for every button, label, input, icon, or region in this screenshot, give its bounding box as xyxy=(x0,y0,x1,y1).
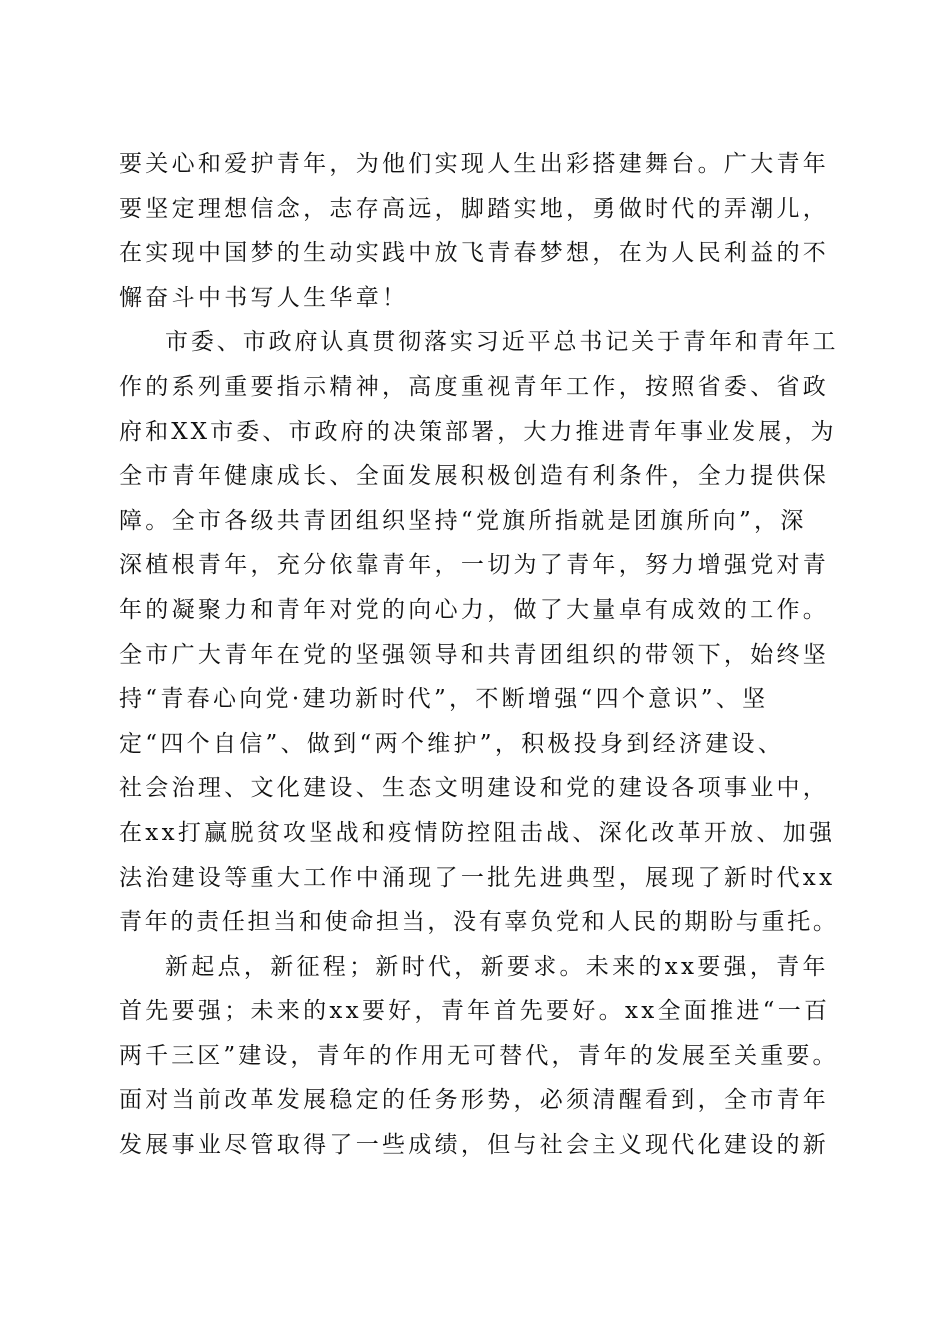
text-line: 持“青春心向党·建功新时代”，不断增强“四个意识”、坚 xyxy=(119,686,769,713)
text-line: 在xx打赢脱贫攻坚战和疫情防控阻击战、深化改革开放、加强 xyxy=(119,819,836,846)
text-line: 在实现中国梦的生动实践中放飞青春梦想，在为人民利益的不 xyxy=(119,240,830,267)
text-line: 首先要强；未来的xx要好，青年首先要好。xx全面推进“一百 xyxy=(119,998,831,1025)
text-line: 年的凝聚力和青年对党的向心力，做了大量卓有成效的工作。 xyxy=(119,596,830,623)
text-line: 青年的责任担当和使命担当，没有辜负党和人民的期盼与重托。 xyxy=(119,909,839,936)
text-line: 要坚定理想信念，志存高远，脚踏实地，勇做时代的弄潮儿， xyxy=(119,195,830,222)
text-line: 深植根青年，充分依靠青年，一切为了青年，努力增强党对青 xyxy=(119,552,830,579)
text-line: 市委、市政府认真贯彻落实习近平总书记关于青年和青年工 xyxy=(165,329,839,356)
text-line: 发展事业尽管取得了一些成绩，但与社会主义现代化建设的新 xyxy=(119,1132,830,1159)
text-line: 全市青年健康成长、全面发展积极创造有利条件，全力提供保 xyxy=(119,463,830,490)
text-line: 新起点，新征程；新时代，新要求。未来的xx要强，青年 xyxy=(165,953,829,980)
text-line: 面对当前改革发展稳定的任务形势，必须清醒看到，全市青年 xyxy=(119,1087,830,1114)
text-line: 要关心和爱护青年，为他们实现人生出彩搭建舞台。广大青年 xyxy=(119,151,830,177)
text-line: 法治建设等重大工作中涌现了一批先进典型，展现了新时代xx xyxy=(119,864,836,891)
text-line: 懈奋斗中书写人生华章！ xyxy=(119,284,409,311)
text-line: 两千三区”建设，青年的作用无可替代，青年的发展至关重要。 xyxy=(119,1042,839,1069)
text-line: 社会治理、文化建设、生态文明建设和党的建设各项事业中， xyxy=(119,775,830,802)
text-line: 障。全市各级共青团组织坚持“党旗所指就是团旗所向”，深 xyxy=(119,507,807,534)
text-line: 作的系列重要指示精神，高度重视青年工作，按照省委、省政 xyxy=(119,373,830,400)
text-line: 府和XX市委、市政府的决策部署，大力推进青年事业发展，为 xyxy=(119,418,837,445)
text-line: 全市广大青年在党的坚强领导和共青团组织的带领下，始终坚 xyxy=(119,641,830,668)
text-line: 定“四个自信”、做到“两个维护”，积极投身到经济建设、 xyxy=(119,730,785,757)
body-text xyxy=(119,142,839,1168)
